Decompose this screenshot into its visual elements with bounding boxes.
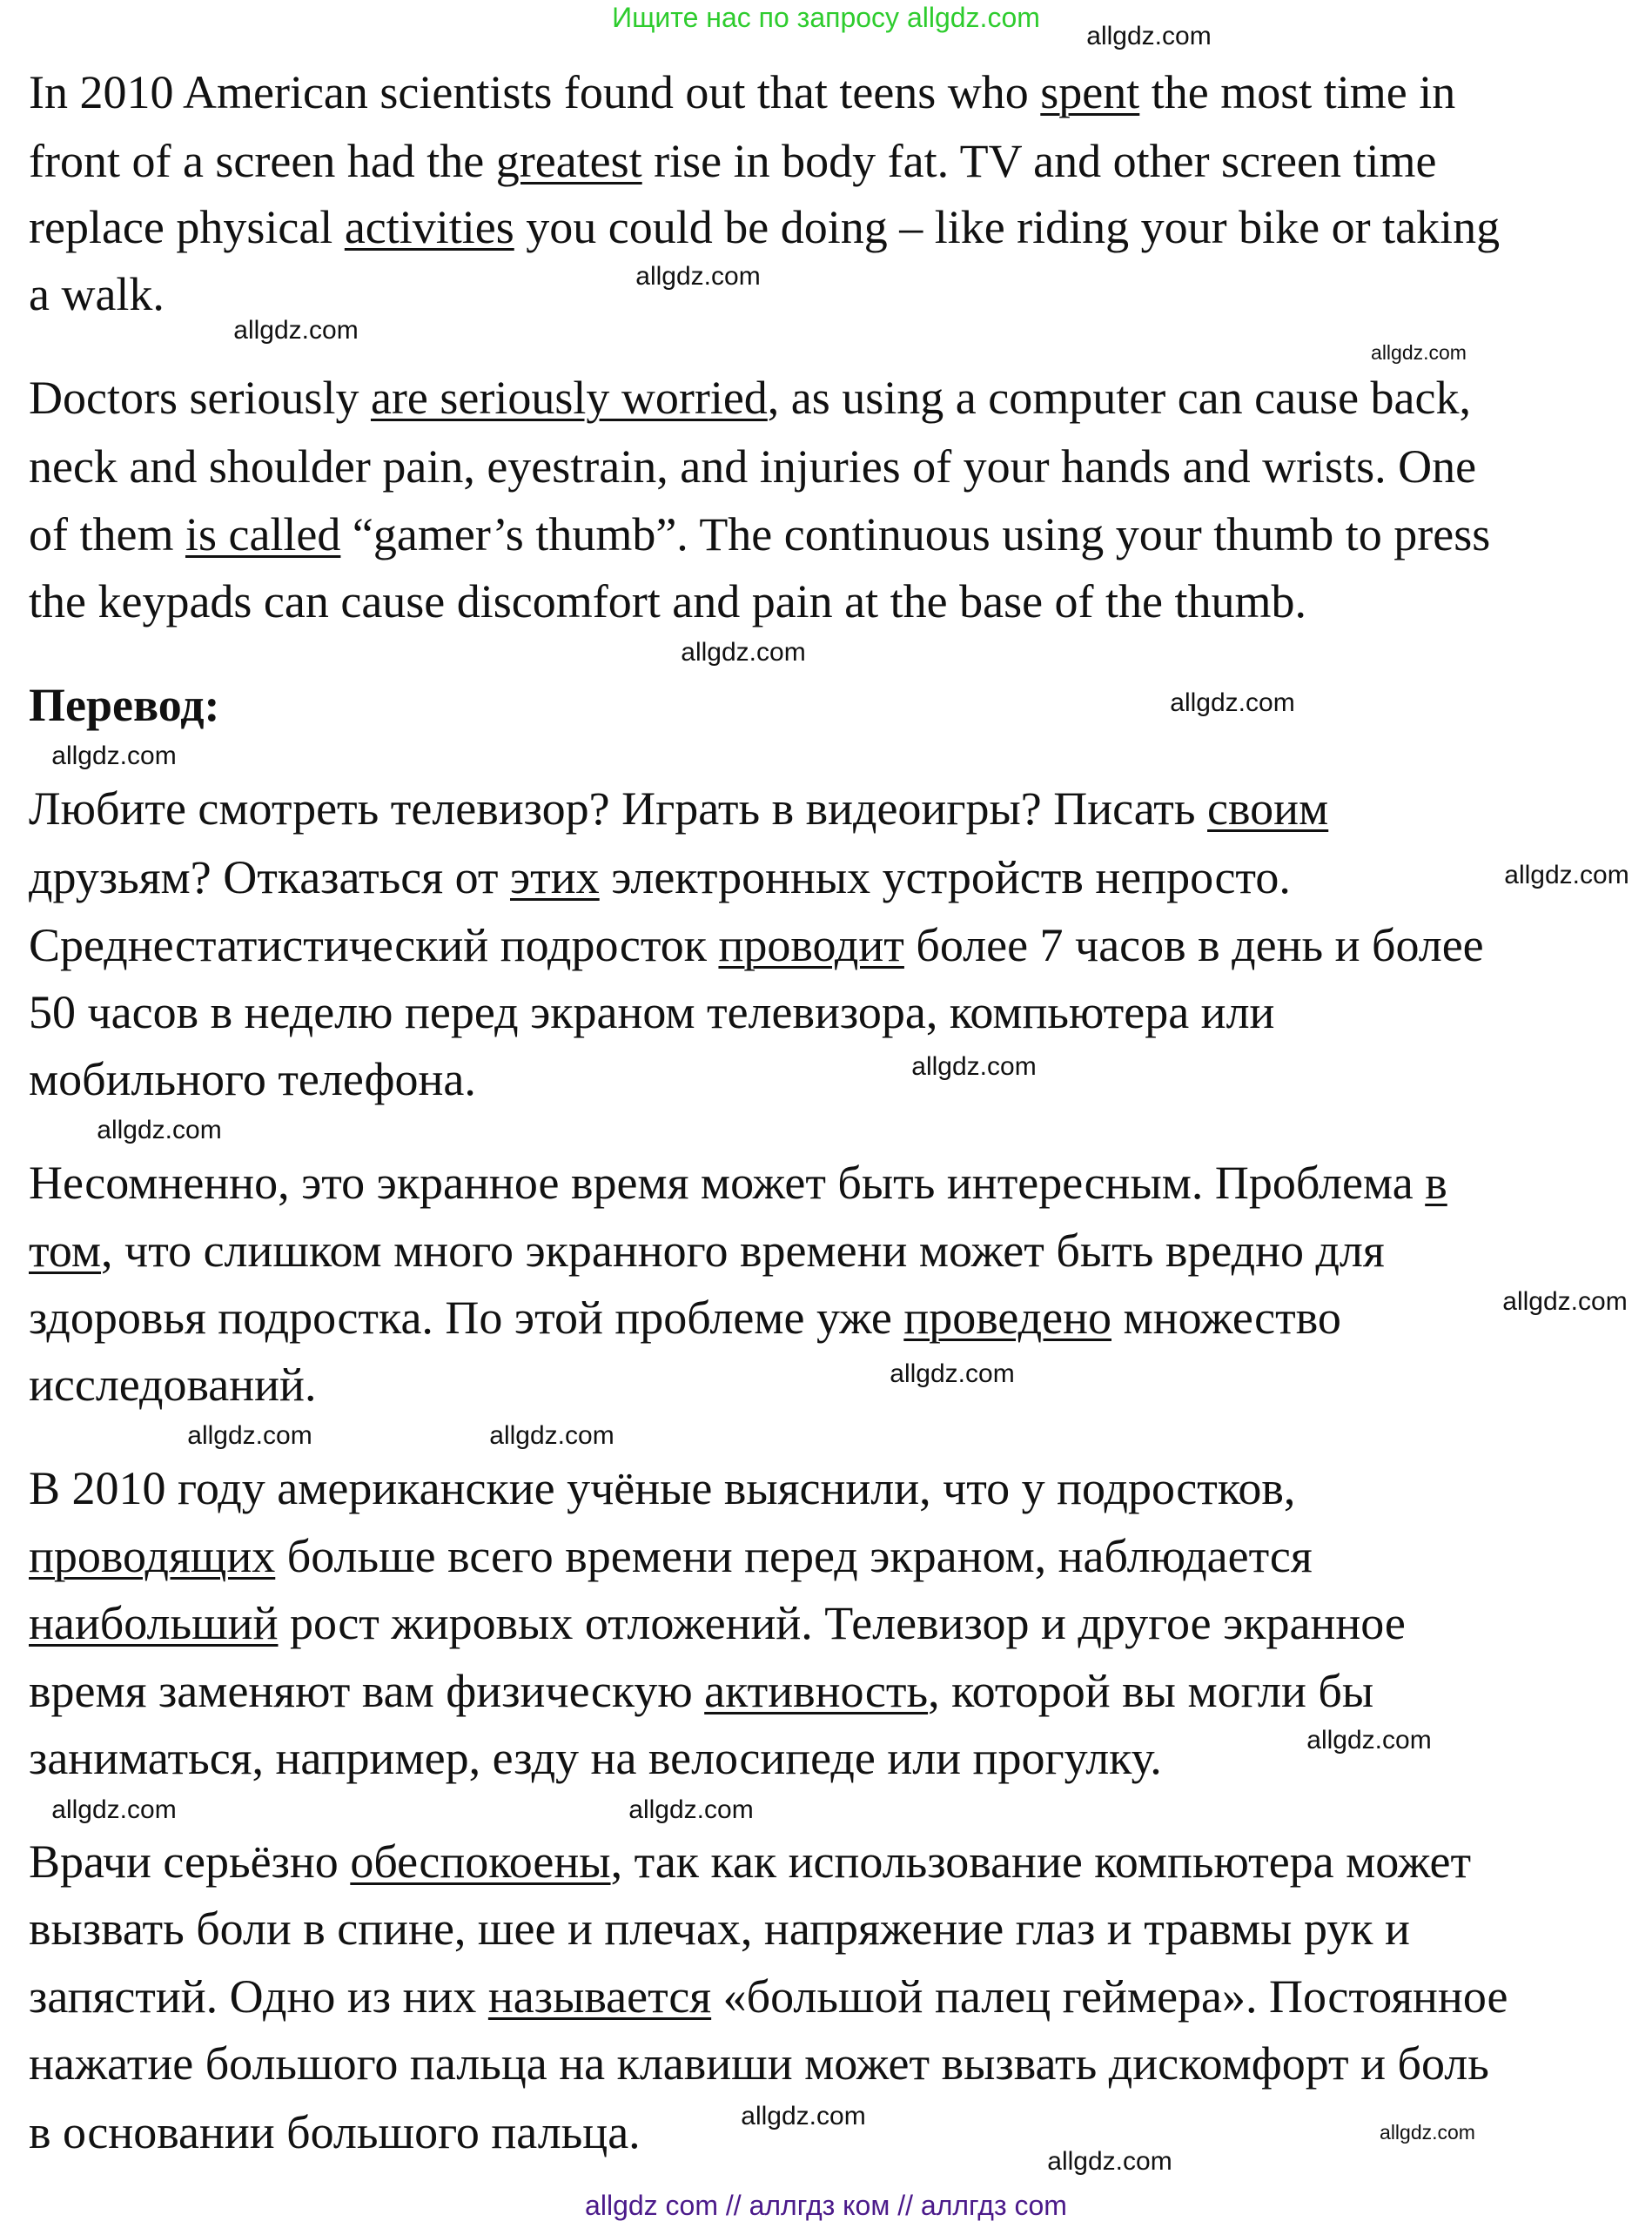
text-segment: друзьям? Отказаться от bbox=[29, 851, 510, 903]
watermark: allgdz.com bbox=[1380, 2121, 1475, 2144]
text-segment: В 2010 году американские учёные выяснили, что у подростков, bbox=[29, 1462, 1296, 1514]
text-segment: Doctors seriously bbox=[29, 372, 371, 424]
text-line bbox=[29, 1351, 316, 1419]
text-segment: Несомненно, это экранное время может быть интересным. Проблема bbox=[29, 1157, 1426, 1209]
text-segment: рост жировых отложений. Телевизор и другое экранное bbox=[278, 1597, 1406, 1649]
text-line bbox=[29, 911, 1484, 979]
text-line bbox=[29, 1217, 1385, 1285]
text-segment: «большой палец геймера». Постоянное bbox=[711, 1970, 1508, 2023]
text-line bbox=[29, 978, 1274, 1046]
text-line bbox=[29, 775, 1328, 842]
text-segment: время заменяют вам физическую bbox=[29, 1665, 705, 1717]
text-line bbox=[29, 1963, 1508, 2030]
text-segment: исследований. bbox=[29, 1359, 317, 1411]
text-segment: мобильного телефона. bbox=[29, 1053, 476, 1105]
text-segment: In 2010 American scientists found out that teens who bbox=[29, 66, 1041, 118]
text-segment: Врачи серьёзно bbox=[29, 1835, 351, 1888]
underlined-word: том bbox=[29, 1225, 102, 1277]
promo-header: Ищите нас по запросу allgdz.com bbox=[612, 2, 1040, 33]
watermark: allgdz.com bbox=[1086, 22, 1212, 50]
text-line bbox=[29, 1589, 1406, 1657]
underlined-word: activities bbox=[344, 201, 514, 253]
underlined-word: are seriously worried bbox=[370, 372, 768, 424]
underlined-word: is called bbox=[185, 508, 341, 560]
text-segment: replace physical bbox=[29, 201, 345, 253]
text-line bbox=[29, 1657, 1373, 1725]
watermark: allgdz.com bbox=[681, 638, 806, 667]
text-segment: front of a screen had the bbox=[29, 135, 496, 187]
text-line bbox=[29, 1454, 1295, 1522]
text-line bbox=[29, 1724, 1162, 1792]
watermark: allgdz.com bbox=[489, 1421, 614, 1450]
text-line bbox=[29, 2098, 641, 2166]
text-segment: “gamer’s thumb”. The continuous using your thumb to press bbox=[340, 508, 1491, 560]
watermark: allgdz.com bbox=[1504, 861, 1629, 889]
watermark: allgdz.com bbox=[97, 1116, 222, 1144]
translation-heading bbox=[29, 671, 220, 739]
watermark: allgdz.com bbox=[741, 2102, 866, 2130]
text-segment: запястий. Одно из них bbox=[29, 1970, 488, 2023]
text-line bbox=[29, 1149, 1447, 1217]
watermark: allgdz.com bbox=[1170, 688, 1295, 717]
text-segment: , которой вы могли бы bbox=[928, 1665, 1374, 1717]
text-line bbox=[29, 1045, 476, 1113]
text-line bbox=[29, 127, 1436, 195]
watermark: allgdz.com bbox=[911, 1052, 1037, 1081]
text-segment: более 7 часов в день и более bbox=[903, 919, 1484, 971]
text-segment: вызвать боли в спине, шее и плечах, напряжение глаз и травмы рук и bbox=[29, 1902, 1410, 1955]
text-line bbox=[29, 193, 1500, 261]
text-segment: neck and shoulder pain, eyestrain, and injuries of your hands and wrists. One bbox=[29, 440, 1477, 493]
watermark: allgdz.com bbox=[1047, 2147, 1172, 2176]
watermark: allgdz.com bbox=[51, 1795, 177, 1824]
text-segment: , as using a computer can cause back, bbox=[767, 372, 1471, 424]
text-segment: , что слишком много экранного времени может быть вредно для bbox=[101, 1225, 1385, 1277]
text-segment: больше всего времени перед экраном, наблюдается bbox=[275, 1530, 1313, 1582]
text-line bbox=[29, 364, 1471, 432]
text-line bbox=[29, 567, 1306, 635]
watermark: allgdz.com bbox=[1502, 1287, 1628, 1316]
watermark: allgdz.com bbox=[233, 316, 359, 345]
underlined-word: обеспокоены bbox=[350, 1835, 611, 1888]
text-line bbox=[29, 433, 1476, 500]
text-segment: Любите смотреть телевизор? Играть в видеоигры? Писать bbox=[29, 782, 1208, 835]
underlined-word: своим bbox=[1207, 782, 1329, 835]
underlined-word: в bbox=[1425, 1157, 1447, 1209]
underlined-word: greatest bbox=[495, 135, 642, 187]
text-line bbox=[29, 843, 1291, 911]
text-segment: of them bbox=[29, 508, 185, 560]
text-segment: a walk. bbox=[29, 268, 165, 320]
text-segment: Перевод: bbox=[29, 679, 220, 731]
text-segment: rise in body fat. TV and other screen time bbox=[641, 135, 1437, 187]
text-segment: здоровья подростка. По этой проблеме уже bbox=[29, 1292, 904, 1344]
watermark: allgdz.com bbox=[890, 1359, 1015, 1388]
text-line bbox=[29, 1895, 1410, 1963]
underlined-word: проводит bbox=[718, 919, 904, 971]
text-line bbox=[29, 58, 1455, 126]
text-segment: the most time in bbox=[1139, 66, 1456, 118]
text-segment: Среднестатистический подросток bbox=[29, 919, 719, 971]
text-segment: заниматься, например, езду на велосипеде или прогулку. bbox=[29, 1732, 1162, 1784]
watermark: allgdz.com bbox=[51, 741, 177, 770]
text-line bbox=[29, 1828, 1471, 1896]
underlined-word: проведено bbox=[903, 1292, 1111, 1344]
underlined-word: проводящих bbox=[29, 1530, 276, 1582]
text-line bbox=[29, 1284, 1341, 1352]
text-segment: множество bbox=[1111, 1292, 1341, 1344]
underlined-word: spent bbox=[1040, 66, 1140, 118]
watermark: allgdz.com bbox=[187, 1421, 312, 1450]
underlined-word: активность bbox=[704, 1665, 929, 1717]
text-line bbox=[29, 2030, 1489, 2097]
watermark: allgdz.com bbox=[1371, 341, 1467, 364]
text-segment: , так как использование компьютера может bbox=[610, 1835, 1472, 1888]
underlined-word: этих bbox=[510, 851, 600, 903]
text-segment: нажатие большого пальца на клавиши может вызвать дискомфорт и боль bbox=[29, 2037, 1489, 2090]
watermark: allgdz.com bbox=[628, 1795, 754, 1824]
text-line bbox=[29, 1522, 1313, 1590]
text-segment: the keypads can cause discomfort and pain at the base of the thumb. bbox=[29, 575, 1307, 627]
text-segment: you could be doing – like riding your bike or taking bbox=[514, 201, 1501, 253]
watermark: allgdz.com bbox=[635, 262, 761, 291]
text-line bbox=[29, 500, 1490, 568]
text-line bbox=[29, 260, 165, 328]
text-segment: в основании большого пальца. bbox=[29, 2106, 641, 2158]
text-segment: электронных устройств непросто. bbox=[599, 851, 1291, 903]
underlined-word: называется bbox=[487, 1970, 712, 2023]
underlined-word: наибольший bbox=[29, 1597, 279, 1649]
promo-footer: allgdz com // аллгдз ком // аллгдз com bbox=[585, 2190, 1067, 2221]
watermark: allgdz.com bbox=[1306, 1726, 1432, 1755]
text-segment: 50 часов в неделю перед экраном телевизора, компьютера или bbox=[29, 986, 1275, 1038]
